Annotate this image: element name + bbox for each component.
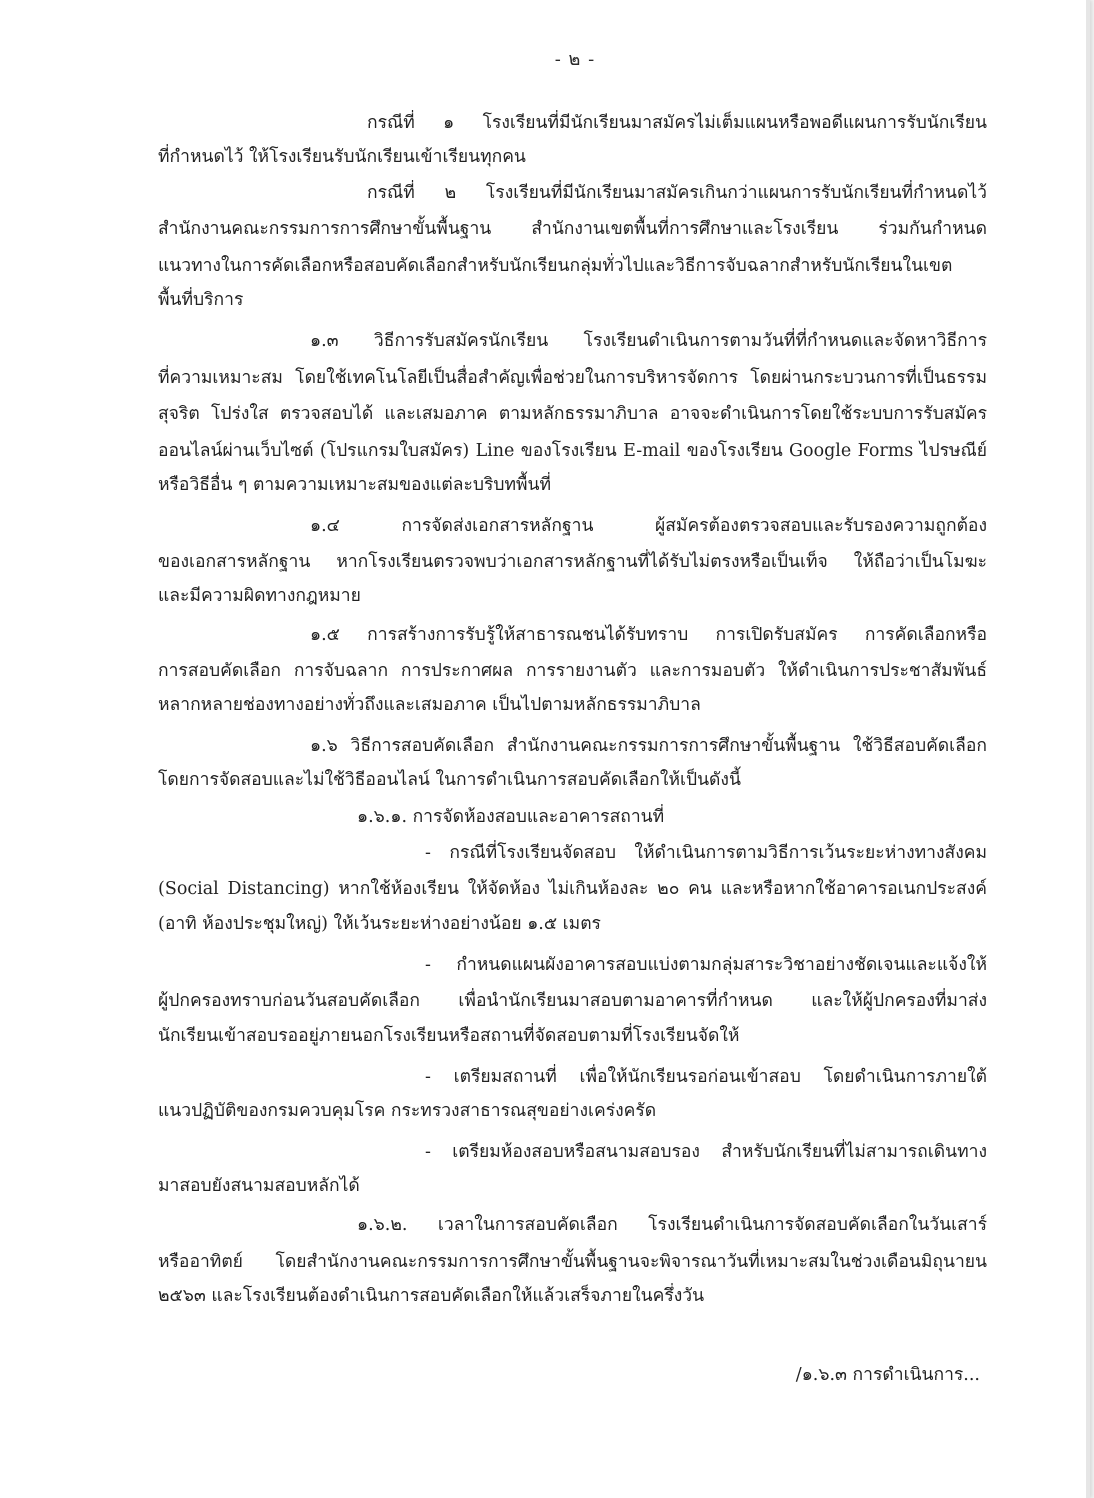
text-line: กรณีที่ ๑ โรงเรียนที่มีนักเรียนมาสมัครไม่เต็มแผนหรือพอดีแผนการรับนักเรียน — [367, 113, 987, 133]
text-line: ที่กำหนดไว้ ให้โรงเรียนรับนักเรียนเข้าเรียนทุกคน — [158, 147, 526, 167]
text-line: สุจริต โปร่งใส ตรวจสอบได้ และเสมอภาค ตามหลักธรรมาภิบาล อาจจะดำเนินการโดยใช้ระบบการรับสมัคร — [158, 404, 987, 424]
text-line: โดยการจัดสอบและไม่ใช้วิธีออนไลน์ ในการดำเนินการสอบคัดเลือกให้เป็นดังนี้ — [158, 770, 741, 790]
text-line: (Social Distancing) หากใช้ห้องเรียน ให้จัดห้อง ไม่เกินห้องละ ๒๐ คน และหรือหากใช้อาคารอเนกประสงค์ — [158, 879, 987, 899]
text-line: แนวทางในการคัดเลือกหรือสอบคัดเลือกสำหรับนักเรียนกลุ่มทั่วไปและวิธีการจับฉลากสำหรับนักเรียนในเขต — [158, 256, 953, 276]
text-line: ของเอกสารหลักฐาน หากโรงเรียนตรวจพบว่าเอกสารหลักฐานที่ได้รับไม่ตรงหรือเป็นเท็จ ให้ถือว่าเป็นโมฆะ — [158, 552, 987, 572]
text-line: ๑.๕ การสร้างการรับรู้ให้สาธารณชนได้รับทราบ การเปิดรับสมัคร การคัดเลือกหรือ — [310, 625, 987, 645]
text-line: ผู้ปกครองทราบก่อนวันสอบคัดเลือก เพื่อนำนักเรียนมาสอบตามอาคารที่กำหนด และให้ผู้ปกครองที่มาส่ง — [158, 991, 987, 1011]
text-line: - กรณีที่โรงเรียนจัดสอบ ให้ดำเนินการตามวิธีการเว้นระยะห่างทางสังคม — [425, 843, 987, 863]
text-line: ออนไลน์ผ่านเว็บไซต์ (โปรแกรมใบสมัคร) Line ของโรงเรียน E-mail ของโรงเรียน Google Forms ไปรษณีย์ — [158, 441, 987, 461]
text-line: (อาทิ ห้องประชุมใหญ่) ให้เว้นระยะห่างอย่างน้อย ๑.๕ เมตร — [158, 914, 601, 934]
text-line: - เตรียมห้องสอบหรือสนามสอบรอง สำหรับนักเรียนที่ไม่สามารถเดินทาง — [425, 1142, 987, 1162]
text-line: มาสอบยังสนามสอบหลักได้ — [158, 1176, 360, 1196]
text-line: หรืออาทิตย์ โดยสำนักงานคณะกรรมการการศึกษาขั้นพื้นฐานจะพิจารณาวันที่เหมาะสมในช่วงเดือนมิถุนายน — [158, 1252, 987, 1272]
text-line: ๑.๖.๒. เวลาในการสอบคัดเลือก โรงเรียนดำเนินการจัดสอบคัดเลือกในวันเสาร์ — [357, 1215, 987, 1235]
text-line: ๑.๓ วิธีการรับสมัครนักเรียน โรงเรียนดำเนินการตามวันที่ที่กำหนดและจัดหาวิธีการ — [310, 331, 987, 351]
page-edge — [1086, 0, 1090, 1498]
text-line: หรือวิธีอื่น ๆ ตามความเหมาะสมของแต่ละบริบทพื้นที่ — [158, 475, 552, 495]
text-line: ๒๕๖๓ และโรงเรียนต้องดำเนินการสอบคัดเลือกให้แล้วเสร็จภายในครึ่งวัน — [158, 1286, 705, 1306]
text-line: - เตรียมสถานที่ เพื่อให้นักเรียนรอก่อนเข้าสอบ โดยดำเนินการภายใต้ — [425, 1067, 987, 1087]
text-line: ที่ความเหมาะสม โดยใช้เทคโนโลยีเป็นสื่อสำคัญเพื่อช่วยในการบริหารจัดการ โดยผ่านกระบวนการที่เป็นธรรม — [158, 368, 987, 388]
text-line: พื้นที่บริการ — [158, 290, 244, 310]
text-line: นักเรียนเข้าสอบรออยู่ภายนอกโรงเรียนหรือสถานที่จัดสอบตามที่โรงเรียนจัดให้ — [158, 1026, 740, 1046]
page-number: - ๒ - — [554, 49, 596, 70]
text-line: - กำหนดแผนผังอาคารสอบแบ่งตามกลุ่มสาระวิชาอย่างชัดเจนและแจ้งให้ — [425, 955, 987, 975]
text-line: ๑.๖.๑. การจัดห้องสอบและอาคารสถานที่ — [357, 807, 665, 827]
text-line: และมีความผิดทางกฎหมาย — [158, 586, 361, 606]
text-line: สำนักงานคณะกรรมการการศึกษาขั้นพื้นฐาน สำนักงานเขตพื้นที่การศึกษาและโรงเรียน ร่วมกันกำหนด — [158, 219, 987, 239]
text-line: แนวปฏิบัติของกรมควบคุมโรค กระทรวงสาธารณสุขอย่างเคร่งครัด — [158, 1101, 657, 1121]
continuation-note: /๑.๖.๓ การดำเนินการ... — [795, 1365, 980, 1385]
text-line: หลากหลายช่องทางอย่างทั่วถึงและเสมอภาค เป็นไปตามหลักธรรมาภิบาล — [158, 695, 701, 715]
text-line: ๑.๔ การจัดส่งเอกสารหลักฐาน ผู้สมัครต้องตรวจสอบและรับรองความถูกต้อง — [310, 516, 987, 536]
text-line: การสอบคัดเลือก การจับฉลาก การประกาศผล การรายงานตัว และการมอบตัว ให้ดำเนินการประชาสัมพันธ์ — [158, 661, 987, 681]
text-line: ๑.๖ วิธีการสอบคัดเลือก สำนักงานคณะกรรมการการศึกษาขั้นพื้นฐาน ใช้วิธีสอบคัดเลือก — [310, 736, 987, 756]
text-line: กรณีที่ ๒ โรงเรียนที่มีนักเรียนมาสมัครเกินกว่าแผนการรับนักเรียนที่กำหนดไว้ — [367, 183, 987, 203]
